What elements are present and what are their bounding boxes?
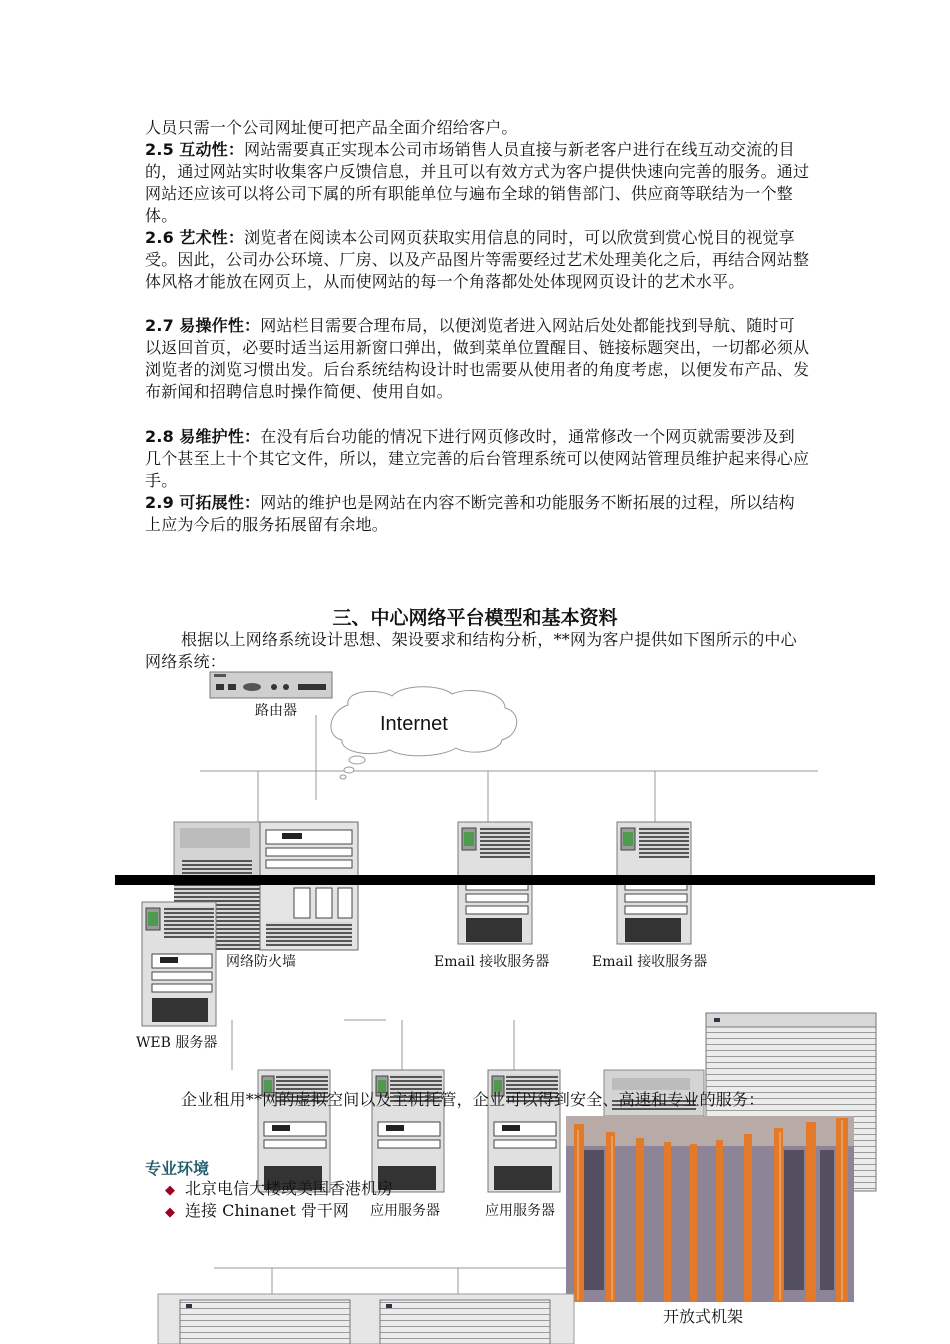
open-rack-label: 开放式机架: [663, 1307, 744, 1326]
section-body: 网站栏目需要合理布局，以便浏览者进入网站后处处都能找到导航、随时可以返回首页，必要时适当运用新窗口弹出，做到菜单位置醒目、链接标题突出，一切都必须从浏览者的浏览习惯出发。后台系统结构设计时也需要从使用者的角度考虑，以便发布产品、发布新闻和招聘信息时操作简便、使用自如。: [145, 316, 810, 401]
web-server-icon: [142, 902, 216, 1026]
chapter-intro: 根据以上网络系统设计思想、架设要求和结构分析，**网为客户提供如下图所示的中心网络系统：: [145, 630, 797, 671]
section-number: 2.9: [145, 493, 174, 512]
backbone-line: [115, 875, 875, 885]
internet-label: Internet: [380, 713, 448, 735]
section-heading: 可拓展性：: [179, 493, 261, 512]
env-heading: 专业环境: [145, 1159, 210, 1178]
firewall-label: 网络防火墙: [226, 954, 296, 970]
section-number: 2.5: [145, 140, 174, 159]
router-label: 路由器: [255, 703, 297, 719]
env-item: ◆ 北京电信大楼或美国香港机房: [165, 1179, 394, 1198]
section-body: 网站需要真正实现本公司市场销售人员直接与新老客户进行在线互动交流的目的，通过网站实时收集客户反馈信息，并且可以有效方式为客户提供快速向完善的服务。通过网站还应该可以将公司下属的所有职能单位与遍布全球的销售部门、供应商等联结为一个整体。: [145, 140, 810, 225]
section-heading: 易操作性：: [179, 316, 261, 335]
section-body: 网站的维护也是网站在内容不断完善和功能服务不断拓展的过程，所以结构上应为今后的服务拓展留有余地。: [145, 493, 795, 534]
section-number: 2.6: [145, 228, 174, 247]
bottom-servers: [158, 1294, 574, 1344]
chapter-title: 三、中心网络平台模型和基本资料: [332, 607, 618, 629]
section-heading: 互动性：: [179, 140, 245, 159]
web-server-label: WEB 服务器: [136, 1035, 218, 1051]
router-icon: [210, 672, 332, 698]
section-number: 2.7: [145, 316, 174, 335]
diamond-bullet-icon: ◆: [165, 1183, 175, 1198]
section-heading: 易维护性：: [179, 427, 261, 446]
diamond-bullet-icon: ◆: [165, 1205, 175, 1220]
app-server-label: 应用服务器: [485, 1203, 555, 1219]
app-server-label: 应用服务器: [370, 1203, 440, 1219]
intro-line: 人员只需一个公司网址便可把产品全面介绍给客户。: [145, 118, 518, 137]
email-server-label: Email 接收服务器: [434, 954, 550, 970]
section-body: 在没有后台功能的情况下进行网页修改时，通常修改一个网页就需要涉及到几个甚至上十个其它文件，所以，建立完善的后台管理系统可以使网站管理员维护起来得心应手。: [145, 427, 810, 490]
lease-text: 企业租用**网的虚拟空间以及主机托管，企业可以得到安全、高速和专业的服务：: [181, 1090, 765, 1109]
email-server-label: Email 接收服务器: [592, 954, 708, 970]
section-body: 浏览者在阅读本公司网页获取实用信息的同时，可以欣赏到赏心悦目的视觉享受。因此，公司办公环境、厂房、以及产品图片等需要经过艺术处理美化之后，再结合网站整体风格才能放在网页上，从而使网站的每一个角落都处处体现网页设计的艺术水平。: [145, 228, 810, 291]
open-rack-photo: [566, 1116, 854, 1302]
section-heading: 艺术性：: [179, 228, 245, 247]
env-item: ◆ 连接 Chinanet 骨干网: [165, 1201, 349, 1220]
section-number: 2.8: [145, 427, 174, 446]
